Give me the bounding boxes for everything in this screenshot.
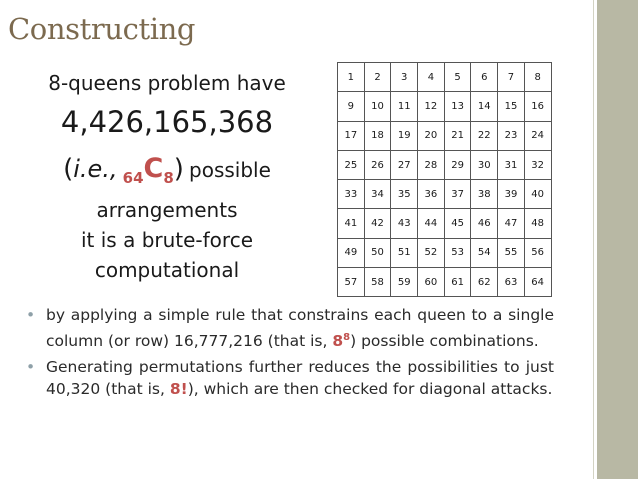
board-cell: 51: [391, 238, 418, 267]
bullet-1-text: by applying a simple rule that constrains each queen to a single column (or row) 16,777,216 (that is,: [46, 306, 554, 350]
board-cell: 37: [444, 180, 471, 209]
board-row: [338, 121, 552, 150]
board-row: [338, 238, 552, 267]
board-cell: 43: [391, 209, 418, 238]
board-cell: 49: [338, 238, 365, 267]
board-cell: 41: [338, 209, 365, 238]
board-cell: 11: [391, 92, 418, 121]
board-cell: 5: [444, 63, 471, 92]
bullet-1-exp: 8: [343, 331, 351, 343]
bullet-list: [26, 305, 554, 405]
board-cell: 42: [364, 209, 391, 238]
board-cell: 26: [364, 150, 391, 179]
board-cell: 16: [524, 92, 551, 121]
board-cell: 1: [338, 63, 365, 92]
possible-word: possible: [189, 158, 271, 182]
board-cell: 50: [364, 238, 391, 267]
board-cell: 6: [471, 63, 498, 92]
board-cell: 63: [498, 268, 525, 297]
bullet-1-base: 8: [332, 331, 344, 350]
board-cell: 15: [498, 92, 525, 121]
board-cell: 58: [364, 268, 391, 297]
board-cell: 44: [418, 209, 445, 238]
board-cell: 8: [524, 63, 551, 92]
board-cell: 45: [444, 209, 471, 238]
bullet-1-after: ) possible combinations.: [350, 331, 539, 350]
board-cell: 2: [364, 63, 391, 92]
bullet-item-2: [26, 357, 554, 400]
board-cell: 29: [444, 150, 471, 179]
board-cell: 61: [444, 268, 471, 297]
board-cell: 23: [498, 121, 525, 150]
board-cell: 39: [498, 180, 525, 209]
board-cell: 3: [391, 63, 418, 92]
ie-text: i.e.,: [73, 155, 118, 183]
line-combination: [16, 152, 318, 189]
board-cell: 17: [338, 121, 365, 150]
board-cell: 57: [338, 268, 365, 297]
board-cell: 47: [498, 209, 525, 238]
board-cell: 7: [498, 63, 525, 92]
board-cell: 56: [524, 238, 551, 267]
board-cell: 53: [444, 238, 471, 267]
board-row: [338, 268, 552, 297]
bullet-2-hl: 8!: [169, 379, 188, 398]
board-row: [338, 92, 552, 121]
board-row: [338, 209, 552, 238]
board-cell: 20: [418, 121, 445, 150]
bullet-item-1: [26, 305, 554, 352]
board-row: [338, 180, 552, 209]
open-paren: (: [63, 154, 74, 184]
board-cell: 34: [364, 180, 391, 209]
board-cell: 40: [524, 180, 551, 209]
bullet-dot-icon: •: [26, 306, 36, 324]
board-cell: 10: [364, 92, 391, 121]
board-row: [338, 150, 552, 179]
board-cell: 18: [364, 121, 391, 150]
board-cell: 14: [471, 92, 498, 121]
combo-k: 8: [163, 169, 174, 187]
board-cell: 25: [338, 150, 365, 179]
board-cell: 64: [524, 268, 551, 297]
line-computational: computational: [94, 258, 240, 282]
board-cell: 13: [444, 92, 471, 121]
board-cell: 55: [498, 238, 525, 267]
board-cell: 32: [524, 150, 551, 179]
board-cell: 21: [444, 121, 471, 150]
right-side-bar: [597, 0, 638, 479]
board-row: [338, 63, 552, 92]
close-paren: ): [173, 154, 184, 184]
board-cell: 4: [418, 63, 445, 92]
left-text-block: [16, 70, 318, 285]
board-cell: 59: [391, 268, 418, 297]
board-cell: 38: [471, 180, 498, 209]
board-cell: 36: [418, 180, 445, 209]
line-arrangements: arrangements: [96, 198, 238, 222]
board-cell: 28: [418, 150, 445, 179]
board-cell: 30: [471, 150, 498, 179]
line-problem: 8-queens problem have: [48, 71, 286, 95]
slide-title: Constructing: [8, 12, 196, 46]
board-cell: 62: [471, 268, 498, 297]
board-cell: 22: [471, 121, 498, 150]
board-cell: 33: [338, 180, 365, 209]
chessboard-grid: [337, 62, 552, 297]
line-count: 4,426,165,368: [60, 105, 274, 139]
board-cell: 19: [391, 121, 418, 150]
combo-c: C: [143, 153, 164, 184]
board-cell: 52: [418, 238, 445, 267]
board-cell: 24: [524, 121, 551, 150]
board-cell: 54: [471, 238, 498, 267]
board-cell: 48: [524, 209, 551, 238]
bullet-dot-icon: •: [26, 358, 36, 377]
right-bar-line: [593, 0, 594, 479]
line-brute-force: it is a brute-force: [80, 228, 254, 252]
bullet-2-text: Generating permutations further reduces the possibilities to just 40,320 (that is,: [46, 358, 554, 398]
board-cell: 27: [391, 150, 418, 179]
board-cell: 60: [418, 268, 445, 297]
board-cell: 12: [418, 92, 445, 121]
bullet-2-after: ), which are then checked for diagonal attacks.: [187, 379, 553, 398]
board-cell: 31: [498, 150, 525, 179]
board-cell: 35: [391, 180, 418, 209]
board-cell: 46: [471, 209, 498, 238]
board-cell: 9: [338, 92, 365, 121]
combo-n: 64: [122, 169, 144, 187]
